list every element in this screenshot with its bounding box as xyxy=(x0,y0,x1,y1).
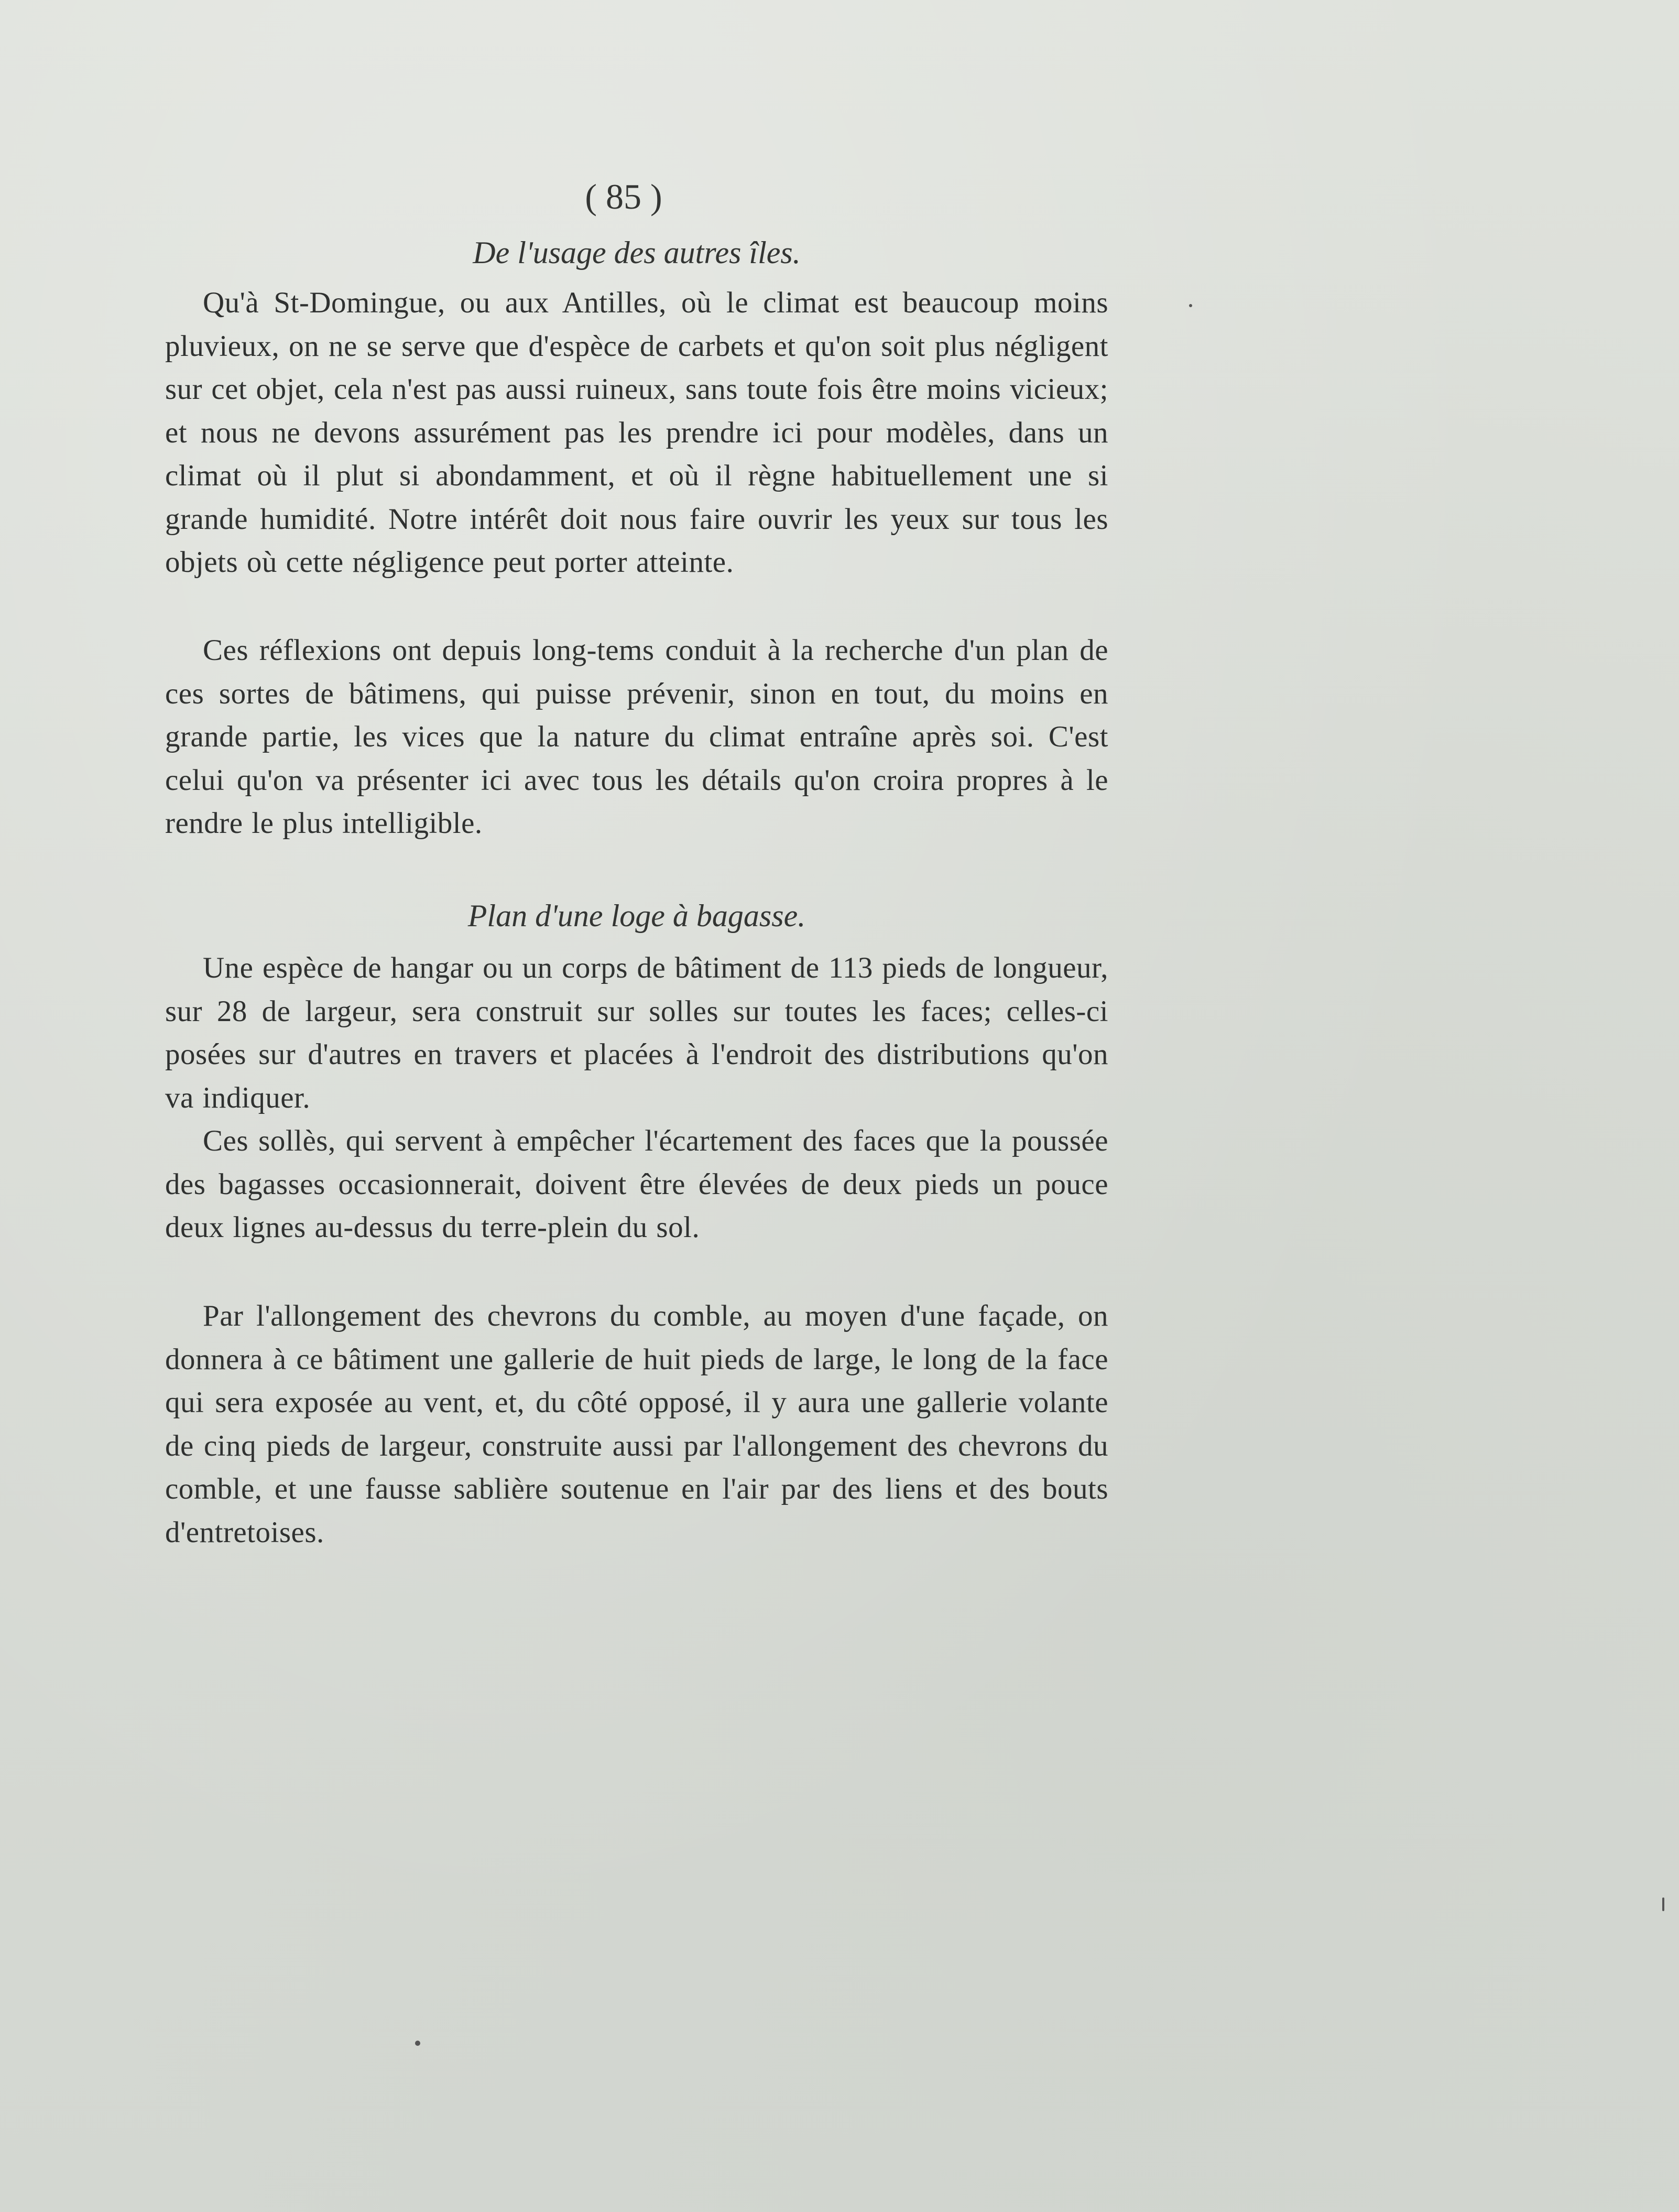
section-heading-plan-loge-bagasse: Plan d'une loge à bagasse. xyxy=(467,898,806,933)
paragraph-solles: Ces sollès, qui servent à empêcher l'écartement des faces que la poussée des bagasses occasionnerait, doivent être élevées de deux pieds un pouce deux lignes au-dessus du terre-plein du sol. xyxy=(165,1124,1108,1244)
ink-speck xyxy=(415,2041,420,2046)
section-heading-usage-autres-iles: De l'usage des autres îles. xyxy=(473,235,801,270)
ink-speck xyxy=(1189,304,1192,307)
paragraph-allongement-chevrons: Par l'allongement des chevrons du comble, au moyen d'une façade, on donnera à ce bâtiment une gallerie de huit pieds de large, le long de la face qui sera exposée au vent, et, du côté opposé, il y aura une gallerie volante de cinq pieds de largeur, construite aussi par l'allongement des chevrons du comble, et une fausse sablière soutenue en l'air par des liens et des bouts d'entretoises. xyxy=(165,1299,1108,1549)
paragraph-hangar: Une espèce de hangar ou un corps de bâtiment de 113 pieds de longueur, sur 28 de largeur, sera construit sur solles sur toutes les faces; celles-ci posées sur d'autres en travers et placées à l'endroit des distributions qu'on va indiquer. xyxy=(165,951,1108,1114)
paragraph-reflexions: Ces réflexions ont depuis long-tems conduit à la recherche d'un plan de ces sortes de bâtimens, qui puisse prévenir, sinon en tout, du moins en grande partie, les vices que la nature du climat entraîne après soi. C'est celui qu'on va présenter ici avec tous les détails qu'on croira propres à le rendre le plus intelligible. xyxy=(165,634,1108,840)
page-number: ( 85 ) xyxy=(585,177,662,216)
ink-mark xyxy=(1662,1897,1664,1911)
paragraph-st-domingue: Qu'à St-Domingue, ou aux Antilles, où le climat est beaucoup moins pluvieux, on ne se serve que d'espèce de carbets et qu'on soit plus négligent sur cet objet, cela n'est pas aussi ruineux, sans toute fois être moins vicieux; et nous ne devons assurément pas les prendre ici pour modèles, dans un climat où il plut si abondamment, et où il règne habituellement une si grande humidité. Notre intérêt doit nous faire ouvrir les yeux sur tous les objets où cette négligence peut porter atteinte. xyxy=(165,286,1108,579)
